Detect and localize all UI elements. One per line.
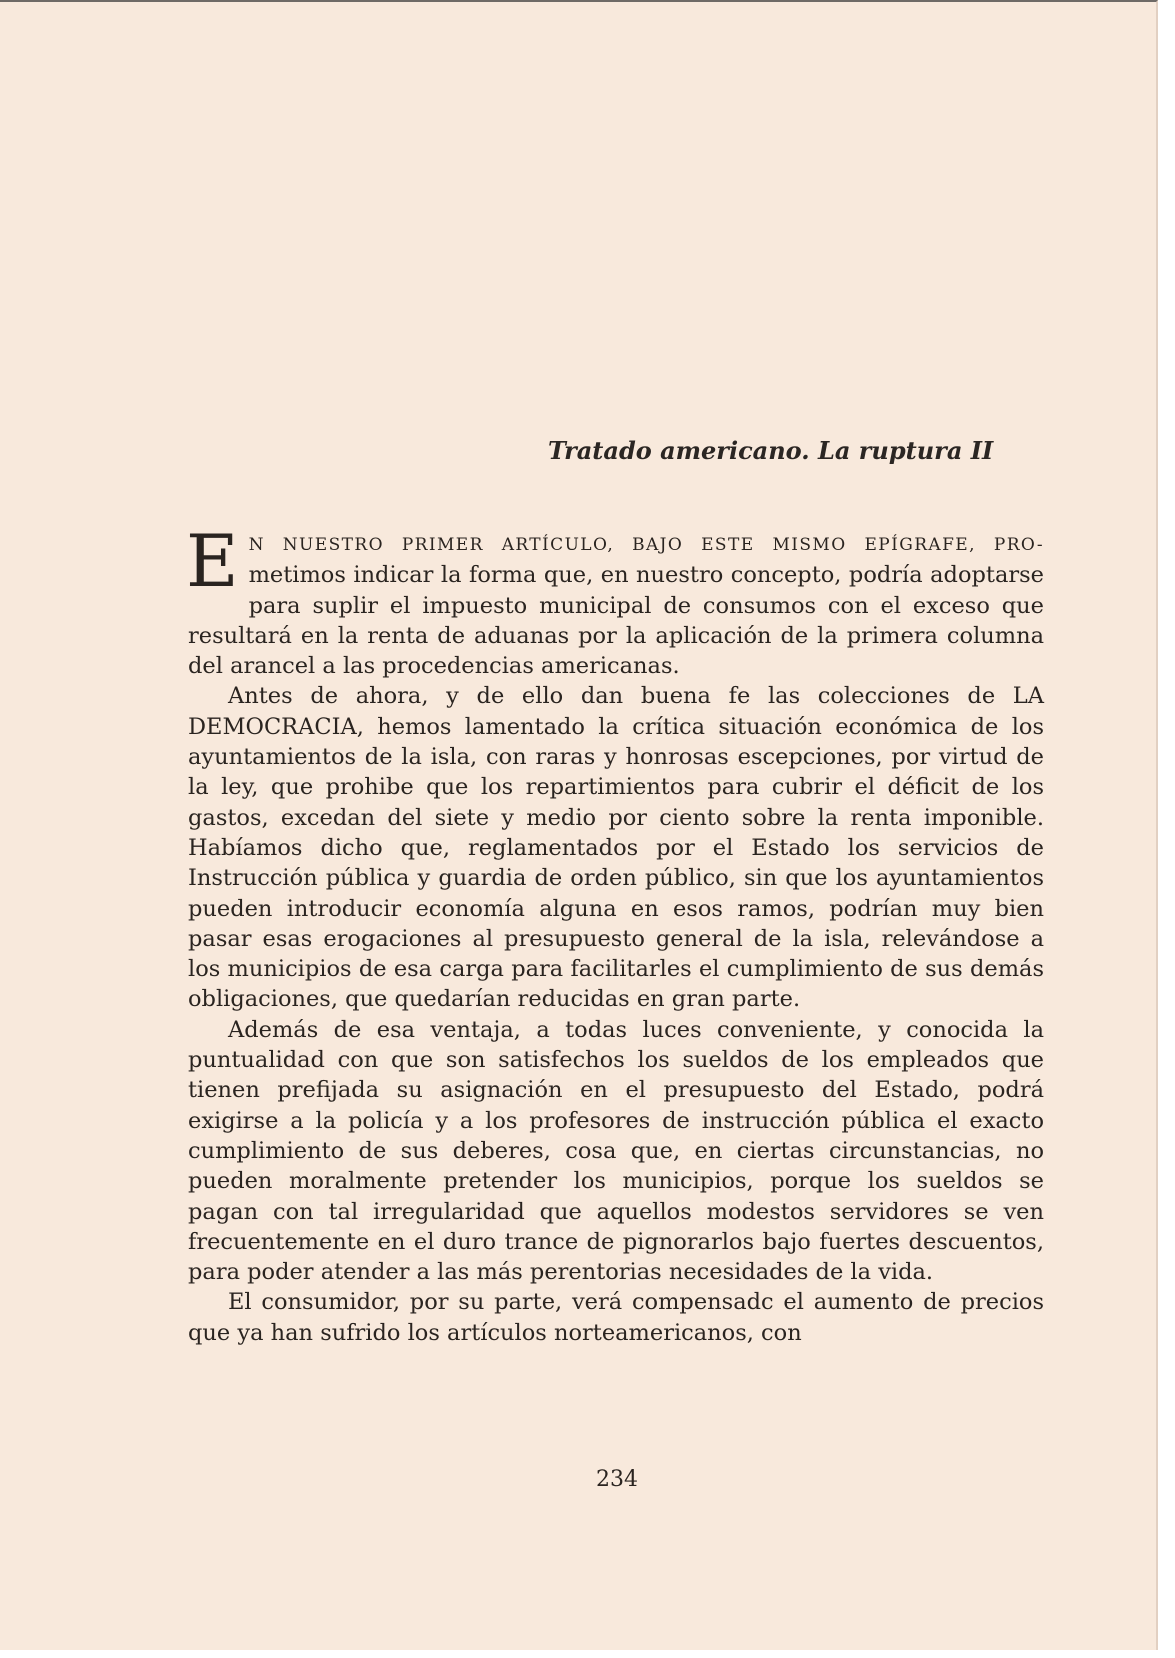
lead-in-smallcaps: N NUESTRO PRIMER ARTÍCULO, BAJO ESTE MISMO EPÍGRAFE, PRO-	[248, 535, 1044, 555]
article-title: Tratado americano. La ruptura II	[548, 436, 994, 465]
opening-text: metimos indicar la forma que, en nuestro concepto, podría adoptarse para suplir el impuesto municipal de consumos con el exceso que resultará en la renta de aduanas por la aplicación de la primera columna del arancel a las procedencias americanas.	[188, 562, 1044, 680]
opening-paragraph	[186, 519, 1044, 681]
article-body	[186, 519, 1044, 1348]
paragraph: Además de esa ventaja, a todas luces conveniente, y conocida la puntualidad con que son satisfechos los sueldos de los empleados que tienen prefijada su asignación en el presupuesto del Estado, podrá exigirse a la policía y a los profesores de instrucción pública el exacto cumplimiento de sus deberes, cosa que, en ciertas circunstancias, no pueden moralmente pretender los municipios, porque los sueldos se pagan con tal irregularidad que aquellos modestos servidores se ven frecuentemente en el duro trance de pignorarlos bajo fuertes descuentos, para poder atender a las más perentorias necesidades de la vida.	[188, 1016, 1044, 1286]
drop-cap: E	[186, 519, 239, 603]
page-number: 234	[596, 1467, 638, 1492]
paragraph: Antes de ahora, y de ello dan buena fe las colecciones de LA DEMOCRACIA, hemos lamentado la crítica situación económica de los ayuntamientos de la isla, con raras y honrosas escepciones, por virtud de la ley, que prohibe que los repartimientos para cubrir el déficit de los gastos, excedan del siete y medio por ciento sobre la renta imponible. Habíamos dicho que, reglamentados por el Estado los servicios de Instrucción pública y guardia de orden público, sin que los ayuntamientos pueden introducir economía alguna en esos ramos, podrían muy bien pasar esas erogaciones al presupuesto general de la isla, relevándose a los municipios de esa carga para facilitarles el cumplimiento de sus demás obligaciones, que quedarían reducidas en gran parte.	[188, 683, 1044, 1013]
paragraph: El consumidor, por su parte, verá compensadc el aumento de precios que ya han sufrido los artículos norteamericanos, con	[188, 1289, 1044, 1346]
